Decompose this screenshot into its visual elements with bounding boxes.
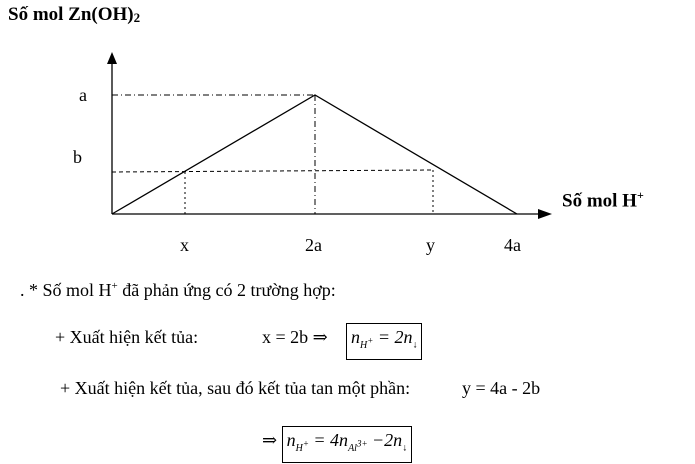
guide-b-horizontal [112,170,433,172]
x-axis-label: Số mol H+ [562,188,644,212]
chart-title: Số mol $Zn(OH)_2$ [8,4,141,25]
y-tick-b: b [73,147,82,167]
case2-formula-box: $n_{H^+} = 4n_{Al^{3+}} -2n_↓$ [282,426,413,463]
case1-equation: x = 2b ⇒ [262,327,328,347]
case2-label: + Xuất hiện kết tủa, sau đó kết tủa tan một phần: [60,378,411,398]
x-tick-x: x [180,235,189,255]
case1-formula-box: $n_{H^+} = 2n_↓$ [346,323,422,360]
y-axis-arrow [107,52,117,64]
y-tick-a: a [79,85,87,105]
x-tick-y: y [426,235,435,255]
x-tick-4a: 4a [504,235,521,255]
x-tick-2a: 2a [305,235,322,255]
case2-formula: ⇒ $n_{H^+} = 4n_{Al^{3+}} -2n_↓$ [262,426,412,463]
case2-equation: y = 4a - 2b [462,378,541,398]
statement-line: . * Số mol H+ đã phản ứng có 2 trường hợp: [20,280,336,300]
x-axis-arrow [538,209,552,219]
case1-label: + Xuất hiện kết tủa: [55,327,199,347]
